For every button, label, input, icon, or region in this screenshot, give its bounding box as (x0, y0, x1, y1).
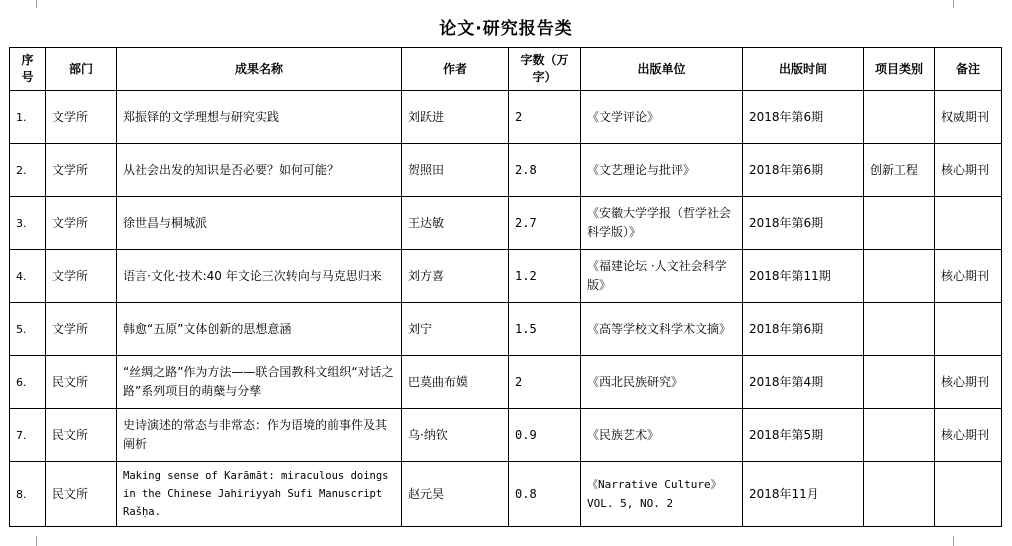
table-row (10, 250, 1002, 303)
cell-pub-time: 2018年第5期 (743, 409, 864, 462)
cell-note (935, 303, 1002, 356)
cell-words: 2 (509, 356, 581, 409)
cell-category (864, 250, 935, 303)
cell-seq: 3. (10, 197, 46, 250)
cell-category (864, 91, 935, 144)
cell-seq: 7. (10, 409, 46, 462)
table-row (10, 409, 1002, 462)
cell-words: 1.2 (509, 250, 581, 303)
cell-publisher: 《西北民族研究》 (581, 356, 743, 409)
cell-seq: 5. (10, 303, 46, 356)
publisher-text: 《Narrative Culture》VOL. 5, NO. 2 (587, 478, 722, 510)
cell-title: 语言·文化·技术:40 年文论三次转向与马克思归来 (117, 250, 402, 303)
cell-pub-time: 2018年第11期 (743, 250, 864, 303)
cell-publisher: 《文学评论》 (581, 91, 743, 144)
header-dept: 部门 (46, 48, 117, 91)
cell-title: 徐世昌与桐城派 (117, 197, 402, 250)
cell-words: 0.9 (509, 409, 581, 462)
cell-publisher: 《安徽大学学报（哲学社会科学版）》 (581, 197, 743, 250)
cell-author: 赵元昊 (402, 462, 509, 527)
cell-note: 权威期刊 (935, 91, 1002, 144)
cell-dept: 文学所 (46, 144, 117, 197)
cell-title: “丝绸之路”作为方法——联合国教科文组织“对话之路”系列项目的萌蘖与分孳 (117, 356, 402, 409)
cell-note: 核心期刊 (935, 250, 1002, 303)
cell-title: 郑振铎的文学理想与研究实践 (117, 91, 402, 144)
cell-author: 刘方喜 (402, 250, 509, 303)
cell-category (864, 409, 935, 462)
cell-publisher: 《福建论坛 ·人文社会科学版》 (581, 250, 743, 303)
page-title: 论文·研究报告类 (439, 19, 573, 39)
cell-dept: 民文所 (46, 462, 117, 527)
page-corner-mark (953, 536, 964, 546)
cell-category (864, 197, 935, 250)
cell-pub-time: 2018年第6期 (743, 144, 864, 197)
cell-words: 2 (509, 91, 581, 144)
cell-pub-time: 2018年第6期 (743, 91, 864, 144)
cell-author: 巴莫曲布嫫 (402, 356, 509, 409)
cell-author: 王达敏 (402, 197, 509, 250)
cell-words: 2.8 (509, 144, 581, 197)
page-corner-mark (26, 536, 37, 546)
cell-dept: 文学所 (46, 91, 117, 144)
cell-dept: 文学所 (46, 197, 117, 250)
cell-category (864, 356, 935, 409)
cell-words: 2.7 (509, 197, 581, 250)
page-corner-mark (26, 0, 37, 8)
cell-words: 1.5 (509, 303, 581, 356)
cell-title: 从社会出发的知识是否必要？如何可能？ (117, 144, 402, 197)
cell-title: 史诗演述的常态与非常态：作为语境的前事件及其阐析 (117, 409, 402, 462)
header-note: 备注 (935, 48, 1002, 91)
cell-publisher: 《民族艺术》 (581, 409, 743, 462)
cell-title: Making sense of Karāmāt: miraculous doings in the Chinese Jahiriyyah Sufi Manuscript Rašḥa. (117, 462, 402, 527)
table-row (10, 303, 1002, 356)
cell-category (864, 462, 935, 527)
cell-author: 刘宁 (402, 303, 509, 356)
cell-pub-time: 2018年第6期 (743, 197, 864, 250)
cell-seq: 2. (10, 144, 46, 197)
cell-pub-time: 2018年第6期 (743, 303, 864, 356)
cell-seq: 1. (10, 91, 46, 144)
cell-dept: 民文所 (46, 409, 117, 462)
table-row (10, 356, 1002, 409)
cell-author: 乌·纳钦 (402, 409, 509, 462)
cell-category (864, 303, 935, 356)
table-header-row (10, 48, 1002, 91)
header-seq: 序号 (10, 48, 46, 91)
header-pub-time: 出版时间 (743, 48, 864, 91)
cell-author: 刘跃进 (402, 91, 509, 144)
cell-note: 核心期刊 (935, 356, 1002, 409)
cell-title: 韩愈“五原”文体创新的思想意涵 (117, 303, 402, 356)
header-category: 项目类别 (864, 48, 935, 91)
cell-note: 核心期刊 (935, 409, 1002, 462)
table-row (10, 462, 1002, 527)
cell-pub-time: 2018年第4期 (743, 356, 864, 409)
cell-category: 创新工程 (864, 144, 935, 197)
cell-pub-time: 2018年11月 (743, 462, 864, 527)
cell-dept: 民文所 (46, 356, 117, 409)
cell-publisher (581, 462, 743, 527)
cell-dept: 文学所 (46, 250, 117, 303)
cell-note (935, 197, 1002, 250)
header-words: 字数（万字） (509, 48, 581, 91)
cell-publisher: 《文艺理论与批评》 (581, 144, 743, 197)
table-row (10, 91, 1002, 144)
results-table (9, 47, 1002, 527)
cell-publisher: 《高等学校文科学术文摘》 (581, 303, 743, 356)
cell-author: 贺照田 (402, 144, 509, 197)
cell-note: 核心期刊 (935, 144, 1002, 197)
header-publisher: 出版单位 (581, 48, 743, 91)
cell-note (935, 462, 1002, 527)
table-row (10, 144, 1002, 197)
cell-dept: 文学所 (46, 303, 117, 356)
cell-words: 0.8 (509, 462, 581, 527)
table-row (10, 197, 1002, 250)
header-author: 作者 (402, 48, 509, 91)
page-corner-mark (953, 0, 964, 8)
cell-seq: 4. (10, 250, 46, 303)
cell-seq: 8. (10, 462, 46, 527)
header-title: 成果名称 (117, 48, 402, 91)
cell-seq: 6. (10, 356, 46, 409)
